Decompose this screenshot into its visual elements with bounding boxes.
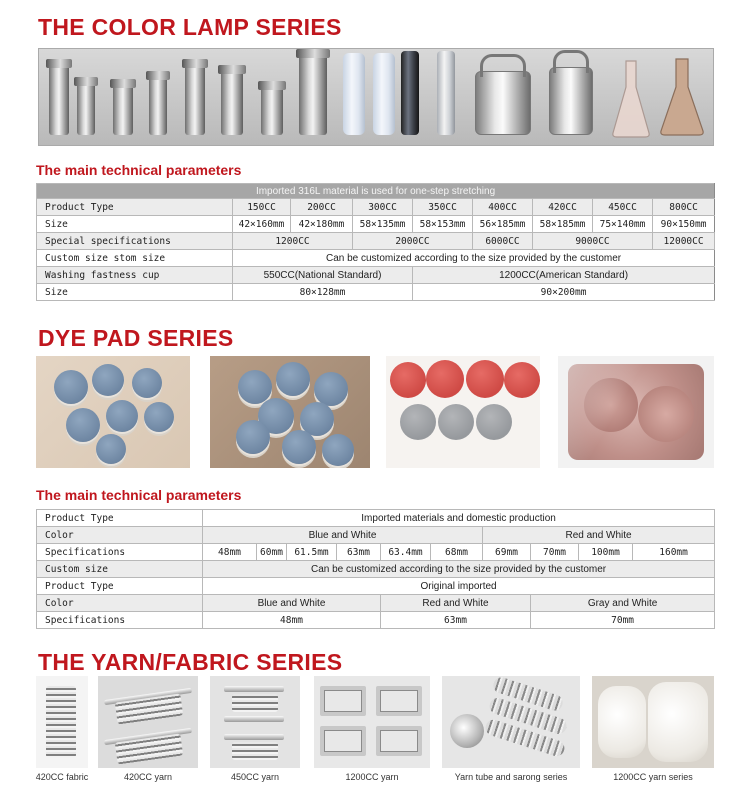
color-lamp-spec-table [36,183,715,301]
lamp-cup-white-2 [373,53,395,135]
lamp-cup-dark [401,51,419,135]
table-row: Color Blue and White Red and White [37,527,715,544]
yarn-photo-420cc-yarn [98,676,198,768]
table-row: Size 42×160mm 42×180mm 58×135mm 58×153mm 56×185mm 58×185mm 75×140mm 90×150mm [37,216,715,233]
yarn-photo-420cc-fabric [36,676,88,768]
table-row: Custom size Can be customized according to the size provided by the customer [37,561,715,578]
dye-pad-photo-1 [36,356,190,468]
table-row: Washing fastness cup 550CC(National Standard) 1200CC(American Standard) [37,267,715,284]
table-header: Imported 316L material is used for one-step stretching [37,184,715,199]
table-row: Product Type 150CC 200CC 300CC 350CC 400CC 420CC 450CC 800CC [37,199,715,216]
table-row: Specifications 48mm 63mm 70mm [37,612,715,629]
table-row: Color Blue and White Red and White Gray and White [37,595,715,612]
caption-1200cc-series: 1200CC yarn series [613,772,693,782]
lamp-cup-800cc [299,55,327,135]
table-row: Product Type Original imported [37,578,715,595]
lamp-cup-150cc [49,65,69,135]
color-lamp-product-photo [38,48,714,146]
table-row: Size 80×128mm 90×200mm [37,284,715,301]
lamp-cup-450cc [261,87,283,135]
caption-420cc-yarn: 420CC yarn [123,772,173,782]
lamp-cup-400cc [185,65,205,135]
color-lamp-params-title: The main technical parameters [36,162,242,178]
dye-pad-photo-2 [210,356,370,468]
caption-420cc-fabric: 420CC fabric [35,772,89,782]
color-lamp-title: THE COLOR LAMP SERIES [38,14,342,40]
lamp-cup-350cc [149,77,167,135]
lamp-bucket-1 [475,71,531,135]
glass-flask-icon [611,59,651,139]
lamp-cup-200cc [77,83,95,135]
table-row: Specifications 48mm 60mm 61.5mm 63mm 63.4mm 68mm 69mm 70mm 100mm 160mm [37,544,715,561]
caption-450cc-yarn: 450CC yarn [230,772,280,782]
caption-tube-sarong: Yarn tube and sarong series [454,772,568,782]
brown-flask-icon [659,57,705,139]
caption-1200cc-yarn: 1200CC yarn [345,772,399,782]
table-row: Product Type Imported materials and domestic production [37,510,715,527]
lamp-cup-420cc [221,71,243,135]
yarn-photo-450cc-yarn [210,676,300,768]
dye-pad-params-title: The main technical parameters [36,487,242,503]
dye-pad-photo-3 [386,356,540,468]
table-row: Custom size stom size Can be customized according to the size provided by the customer [37,250,715,267]
dye-pad-title: DYE PAD SERIES [38,325,234,351]
dye-pad-photo-4 [558,356,714,468]
yarn-fabric-title: THE YARN/FABRIC SERIES [38,649,343,675]
lamp-bucket-2 [549,67,593,135]
lamp-cup-glass [437,51,455,135]
lamp-cup-white-1 [343,53,365,135]
table-row: Special specifications 1200CC 2000CC 6000CC 9000CC 12000CC [37,233,715,250]
lamp-cup-300cc [113,85,133,135]
yarn-photo-1200cc-series [592,676,714,768]
yarn-photo-tube-sarong [442,676,580,768]
dye-pad-spec-table [36,509,715,629]
yarn-photo-1200cc-yarn [314,676,430,768]
